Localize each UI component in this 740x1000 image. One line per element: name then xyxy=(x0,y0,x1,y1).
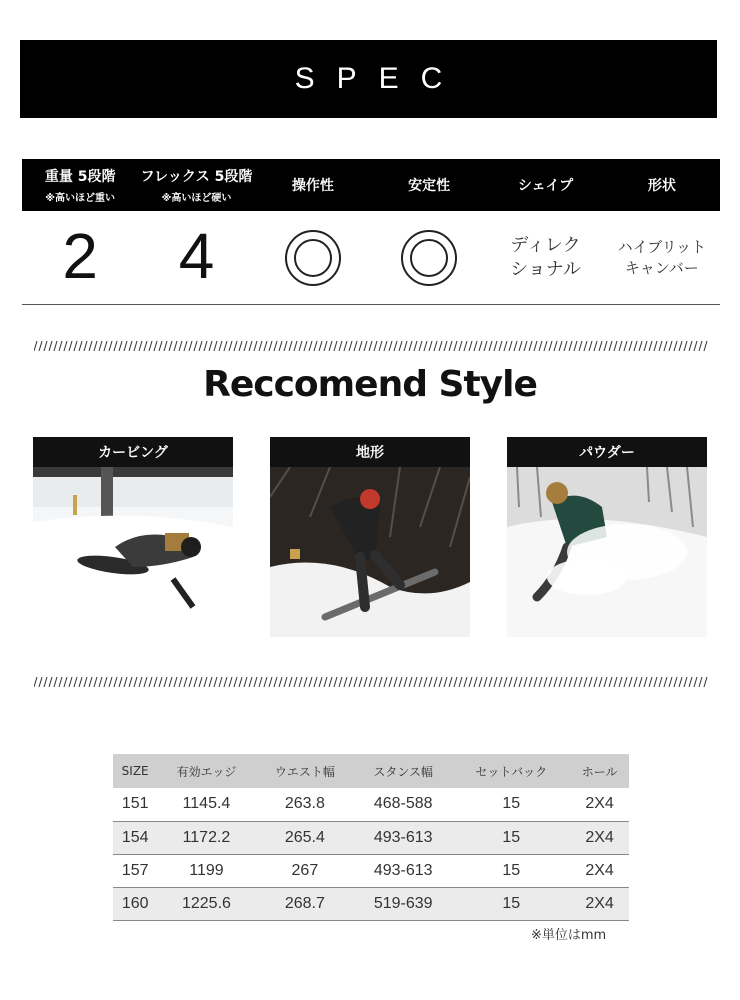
slash-divider xyxy=(34,340,708,352)
style-card-title: カービング xyxy=(33,437,233,467)
style-card-title: パウダー xyxy=(507,437,707,467)
spec-table xyxy=(22,159,720,305)
slash-divider xyxy=(34,676,708,688)
cell-stance-width: 468-588 xyxy=(354,788,452,821)
cell-stance-width: 519-639 xyxy=(354,887,452,920)
col-size: SIZE xyxy=(113,754,157,788)
size-table-header xyxy=(113,754,629,788)
shape-line-1: ディレク xyxy=(510,234,581,256)
double-circle-icon xyxy=(401,230,457,286)
header-profile xyxy=(604,159,720,211)
cell-setback: 15 xyxy=(452,887,570,920)
header-weight-note: ※高いほど重い xyxy=(45,193,116,204)
cell-waist-width: 268.7 xyxy=(256,887,355,920)
shape-cell xyxy=(487,211,603,304)
header-flex-note: ※高いほど硬い xyxy=(161,193,232,204)
cell-setback: 15 xyxy=(452,854,570,887)
cell-holes: 2X4 xyxy=(570,788,629,821)
terrain-photo xyxy=(270,467,470,637)
weight-cell xyxy=(22,211,138,304)
cell-size: 151 xyxy=(113,788,157,821)
cell-effective-edge: 1172.2 xyxy=(157,821,255,854)
cell-holes: 2X4 xyxy=(570,821,629,854)
header-shape xyxy=(487,159,603,211)
handling-cell xyxy=(255,211,371,304)
spec-header-row xyxy=(22,159,720,211)
double-circle-icon xyxy=(285,230,341,286)
cell-size: 157 xyxy=(113,854,157,887)
cell-holes: 2X4 xyxy=(570,854,629,887)
cell-waist-width: 263.8 xyxy=(256,788,355,821)
cell-effective-edge: 1225.6 xyxy=(157,887,255,920)
cell-stance-width: 493-613 xyxy=(354,854,452,887)
col-effective-edge: 有効エッジ xyxy=(157,754,255,788)
cell-setback: 15 xyxy=(452,821,570,854)
header-weight xyxy=(22,159,138,211)
size-table xyxy=(113,754,629,921)
header-weight-label: 重量 5段階 xyxy=(44,169,116,185)
spec-value-row xyxy=(22,211,720,305)
header-flex xyxy=(138,159,254,211)
flex-cell xyxy=(138,211,254,304)
cell-size: 154 xyxy=(113,821,157,854)
shape-line-2: ショナル xyxy=(510,258,581,280)
header-stability-label: 安定性 xyxy=(408,178,451,194)
col-stance-width: スタンス幅 xyxy=(354,754,452,788)
col-holes: ホール xyxy=(570,754,629,788)
table-row xyxy=(113,788,629,821)
powder-photo xyxy=(507,467,707,637)
style-card-carving xyxy=(33,437,233,637)
col-setback: セットバック xyxy=(452,754,570,788)
style-card-title: 地形 xyxy=(270,437,470,467)
cell-waist-width: 265.4 xyxy=(256,821,355,854)
table-row xyxy=(113,821,629,854)
cell-stance-width: 493-613 xyxy=(354,821,452,854)
header-shape-label: シェイプ xyxy=(517,178,574,194)
table-row xyxy=(113,887,629,920)
profile-cell xyxy=(604,211,720,304)
style-card-powder xyxy=(507,437,707,637)
col-waist-width: ウエスト幅 xyxy=(256,754,355,788)
carving-photo xyxy=(33,467,233,637)
weight-value: 2 xyxy=(62,219,98,292)
header-profile-label: 形状 xyxy=(647,178,676,194)
style-card-terrain xyxy=(270,437,470,637)
cell-effective-edge: 1145.4 xyxy=(157,788,255,821)
header-stability xyxy=(371,159,487,211)
cell-holes: 2X4 xyxy=(570,887,629,920)
cell-setback: 15 xyxy=(452,788,570,821)
header-handling-label: 操作性 xyxy=(291,178,334,194)
header-flex-label: フレックス 5段階 xyxy=(140,169,253,185)
cell-effective-edge: 1199 xyxy=(157,854,255,887)
header-handling xyxy=(255,159,371,211)
spec-banner xyxy=(20,40,717,118)
unit-note: ※単位はmm xyxy=(531,928,607,943)
flex-value: 4 xyxy=(178,219,215,292)
spec-title: SPEC xyxy=(294,62,465,95)
profile-line-1: ハイブリット xyxy=(617,237,706,256)
cell-size: 160 xyxy=(113,887,157,920)
profile-line-2: キャンバー xyxy=(624,258,699,277)
stability-cell xyxy=(371,211,487,304)
cell-waist-width: 267 xyxy=(256,854,355,887)
table-row xyxy=(113,854,629,887)
recommend-title: Reccomend Style xyxy=(203,364,537,405)
